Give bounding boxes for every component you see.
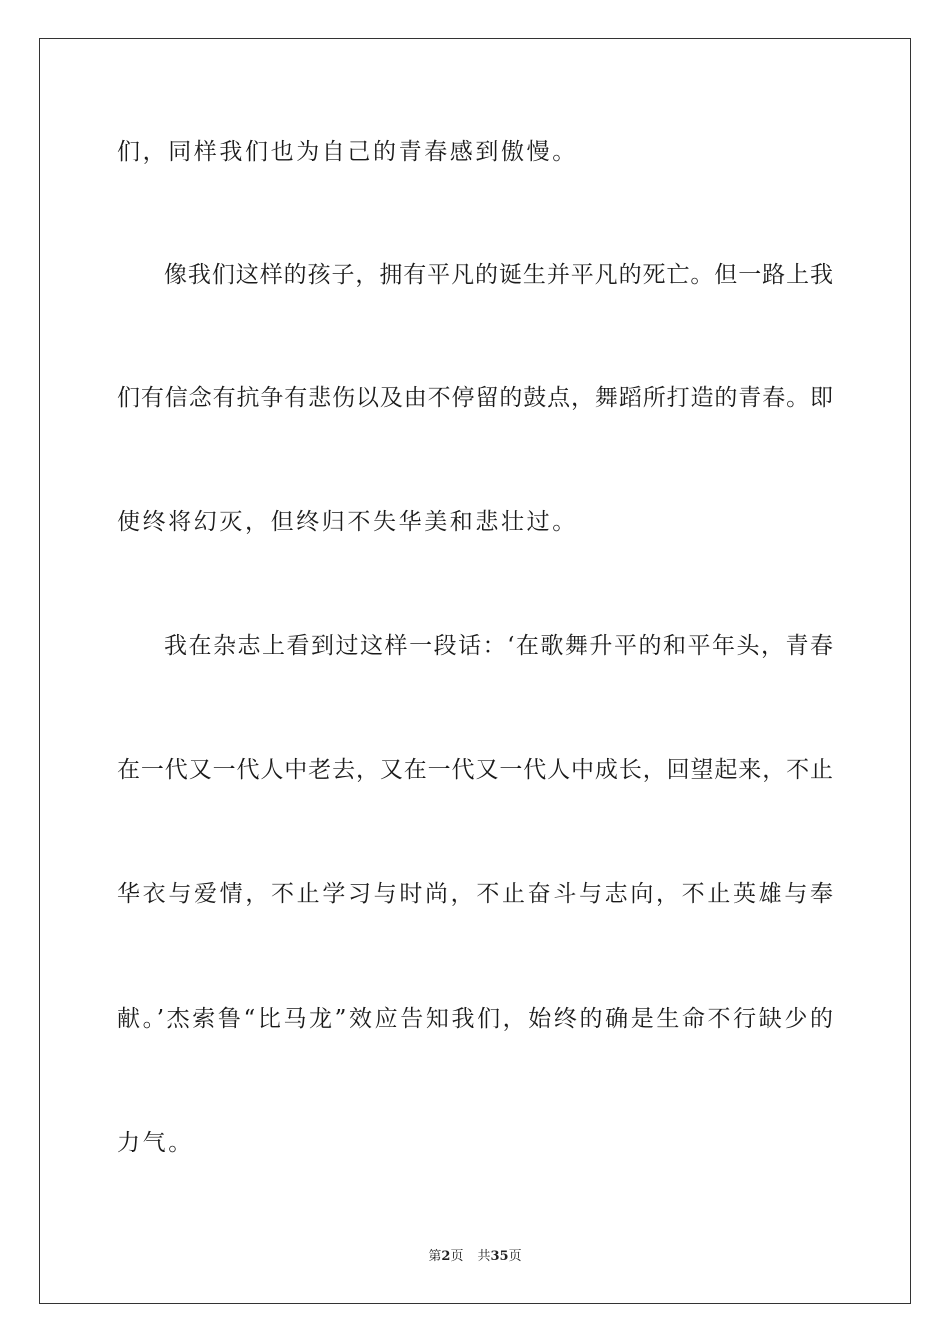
footer-page-prefix: 第	[428, 1249, 442, 1264]
text-line-3: 们有信念有抗争有悲伤以及由不停留的鼓点，舞蹈所打造的青春。即	[117, 385, 833, 411]
text-line-2: 像我们这样的孩子，拥有平凡的诞生并平凡的死亡。但一路上我	[164, 262, 833, 288]
page-border	[39, 38, 911, 1304]
text-line-4: 使终将幻灭，但终归不失华美和悲壮过。	[117, 509, 578, 535]
text-line-5: 我在杂志上看到过这样一段话：‘在歌舞升平的和平年头，青春	[164, 633, 833, 659]
text-line-7: 华衣与爱情，不止学习与时尚，不止奋斗与志向，不止英雄与奉	[117, 881, 833, 907]
text-line-6: 在一代又一代人中老去，又在一代又一代人中成长，回望起来，不止	[117, 757, 833, 783]
footer-page-suffix: 页	[450, 1249, 464, 1264]
footer-page-number: 2	[441, 1249, 451, 1264]
footer-total-pages: 35	[490, 1249, 509, 1264]
text-line-8: 献。’杰索鲁“比马龙”效应告知我们，始终的确是生命不行缺少的	[117, 1006, 833, 1032]
page-footer	[0, 1249, 950, 1265]
footer-total-suffix: 页	[508, 1249, 522, 1264]
footer-total-prefix: 共	[477, 1249, 491, 1264]
text-line-9: 力气。	[117, 1130, 194, 1156]
text-line-1: 们，同样我们也为自己的青春感到傲慢。	[117, 139, 578, 165]
